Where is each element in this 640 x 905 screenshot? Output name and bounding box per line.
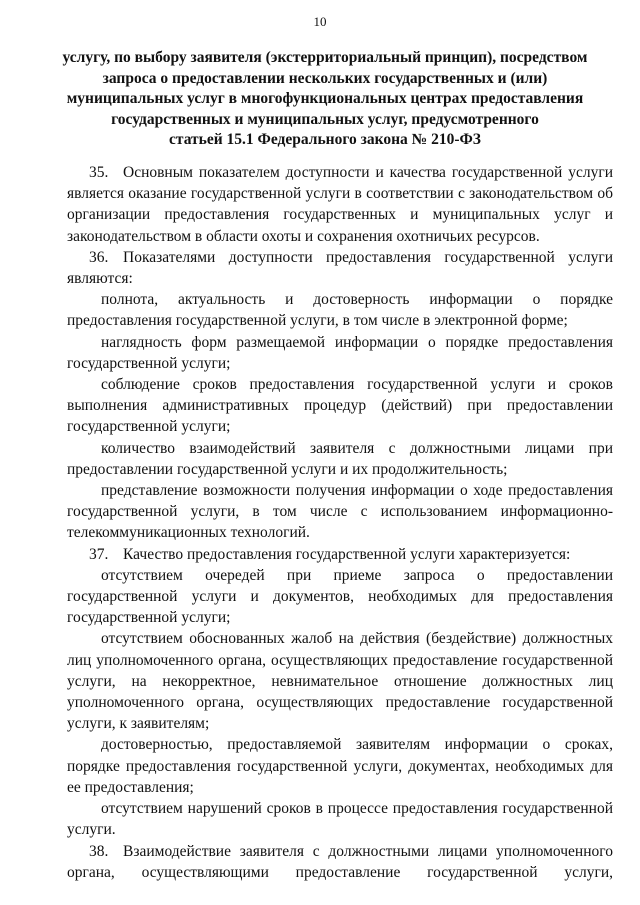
list-item: отсутствием очередей при приеме запроса о предоставлении государственной услуги и документов, необходимых для предоставления государственной услуги; <box>67 566 613 627</box>
paragraph-text: Основным показателем доступности и качества государственной услуги является оказание государственной услуги в соответствии с законодательством об организации предоставления государственных и муниципальных услуг и законодательством в области охоты и сохранения охотничьих ресурсов. <box>67 164 613 245</box>
paragraph-35 <box>67 162 613 247</box>
paragraph-36 <box>67 247 613 289</box>
heading-line: статьей 15.1 Федерального закона № 210-ФЗ <box>169 131 481 148</box>
section-heading <box>60 48 590 151</box>
heading-line: запроса о предоставлении нескольких государственных и (или) <box>102 69 548 87</box>
list-item: достоверностью, предоставляемой заявителям информации о сроках, порядке предоставления государственной услуги, документах, необходимых для ее предоставления; <box>67 736 613 796</box>
list-item: полнота, актуальность и достоверность информации о порядке предоставления государственной услуги, в том числе в электронной форме; <box>67 291 613 330</box>
paragraph-number: 38. <box>89 842 109 860</box>
paragraph-text: Взаимодействие заявителя с должностными лицами уполномоченного органа, осуществляющими предоставление государственной услуги, <box>67 842 613 881</box>
heading-line: муниципальных услуг в многофункциональных центрах предоставления <box>66 90 584 107</box>
paragraph-number: 37. <box>89 545 109 563</box>
page-number: 10 <box>313 14 327 29</box>
paragraph-38 <box>67 841 613 883</box>
paragraph-text: Качество предоставления государственной услуги характеризуется: <box>123 545 571 563</box>
document-body <box>67 162 613 883</box>
heading-line: услугу, по выбору заявителя (экстерриториальный принцип), посредством <box>62 49 588 66</box>
paragraph-37 <box>67 544 613 565</box>
paragraph-number: 36. <box>89 248 109 266</box>
paragraph-number: 35. <box>89 164 109 181</box>
list-item: количество взаимодействий заявителя с должностными лицами при предоставлении государственной услуги и их продолжительность; <box>67 439 613 478</box>
list-item: отсутствием обоснованных жалоб на действия (бездействие) должностных лиц уполномоченного органа, осуществляющих предоставление государственной услуги, на некорректное, невнимательное отношение должностных лиц уполномоченного органа, осуществляющих предоставление государственной услуги, к заявителям; <box>67 630 613 733</box>
heading-line: государственных и муниципальных услуг, предусмотренного <box>111 110 539 128</box>
list-item: наглядность форм размещаемой информации о порядке предоставления государственной услуги; <box>67 333 613 372</box>
paragraph-text: Показателями доступности предоставления государственной услуги являются: <box>67 248 613 288</box>
list-item: соблюдение сроков предоставления государственной услуги и сроков выполнения административных процедур (действий) при предоставлении государственной услуги; <box>67 376 613 436</box>
list-item: отсутствием нарушений сроков в процессе предоставления государственной услуги. <box>67 800 613 839</box>
list-item: представление возможности получения информации о ходе предоставления государственной услуги, в том числе с использованием информационно-телекоммуникационных технологий. <box>67 482 613 542</box>
